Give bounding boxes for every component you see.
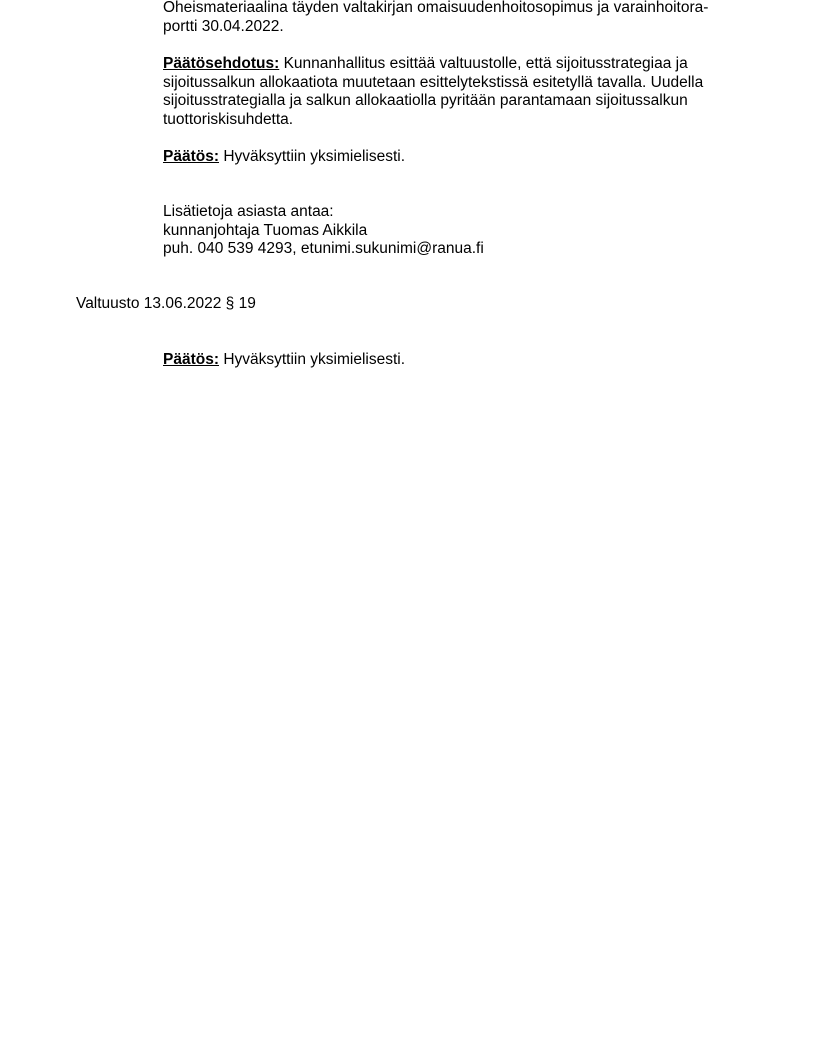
intro-line-1: Oheismateriaalina täyden valtakirjan omaisuudenhoitosopimus ja varainhoitora- [163, 0, 709, 16]
contact-line-3: puh. 040 539 4293, etunimi.sukunimi@ranua.fi [163, 240, 484, 257]
intro-line-2: portti 30.04.2022. [163, 17, 284, 35]
council-heading: Valtuusto 13.06.2022 § 19 [76, 295, 256, 312]
contact-line-2: kunnanjohtaja Tuomas Aikkila [163, 221, 368, 239]
contact-paragraph [163, 203, 738, 259]
contact-line-1: Lisätietoja asiasta antaa: [163, 203, 334, 220]
decision-paragraph-1 [163, 148, 738, 167]
proposal-label: Päätösehdotus: [163, 55, 280, 72]
decision-label-2: Päätös: [163, 351, 219, 368]
decision-body-1: Hyväksyttiin yksimielisesti. [223, 148, 406, 165]
intro-paragraph [163, 0, 738, 36]
proposal-paragraph [163, 55, 738, 129]
proposal-text [163, 55, 738, 129]
decision-text-2 [163, 351, 738, 370]
decision-paragraph-2 [163, 351, 738, 370]
proposal-body: Kunnanhallitus esittää valtuustolle, että sijoitusstrategiaa ja sijoitussalkun allokaatiota muutetaan esittelytekstissä esitetyllä tavalla. Uudella sijoitusstrategialla ja salkun allokaatiolla pyritään parantamaan sijoitussalkun tuottoriskisuhdetta. [163, 55, 704, 128]
decision-label-1: Päätös: [163, 148, 219, 165]
decision-text-1 [163, 148, 738, 167]
decision-body-2: Hyväksyttiin yksimielisesti. [223, 351, 406, 368]
